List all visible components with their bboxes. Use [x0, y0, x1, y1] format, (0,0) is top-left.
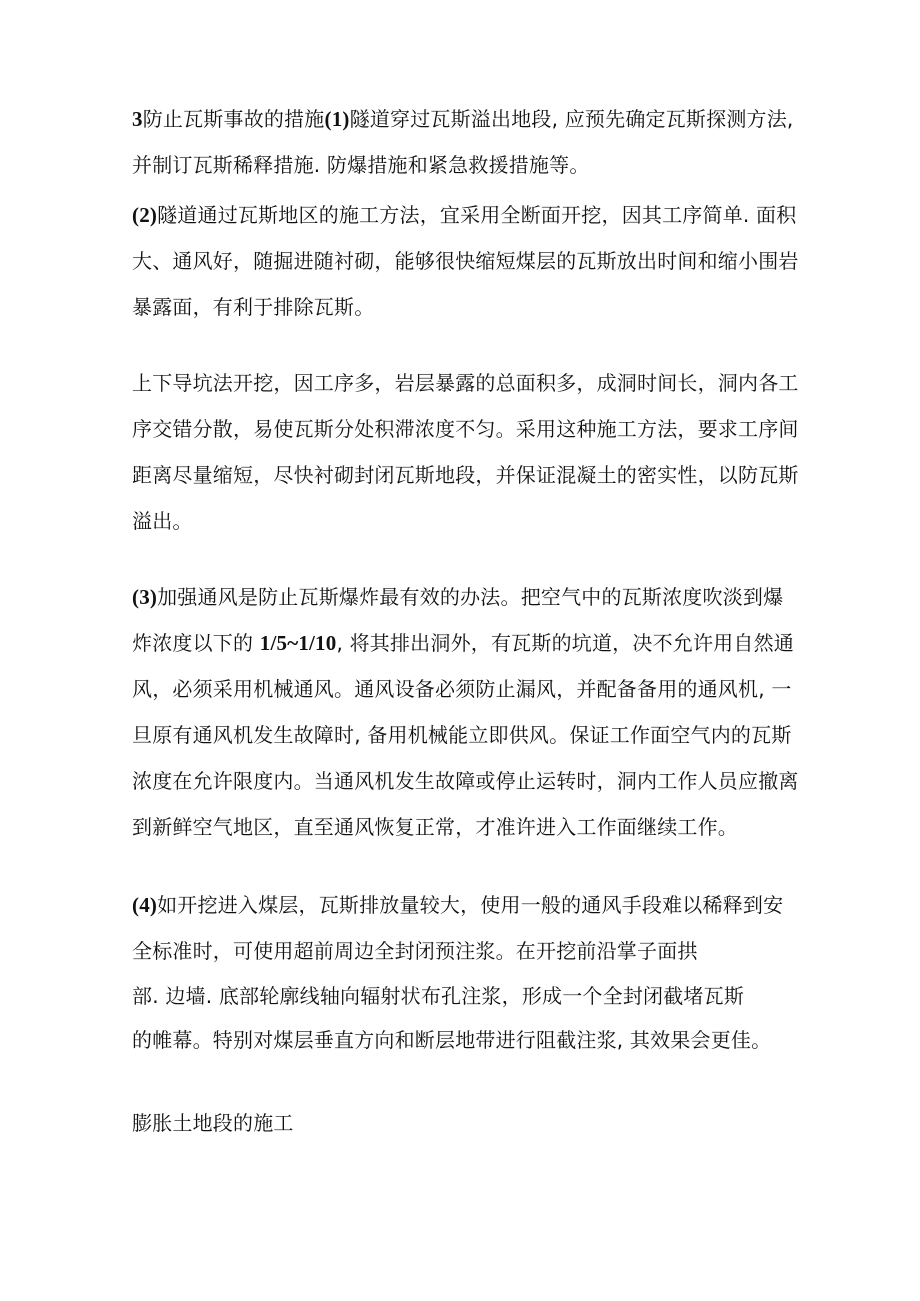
text-line — [132, 498, 799, 544]
item-number: (4) — [132, 893, 158, 917]
line-text: 部. 边墙. 底部轮廓线轴向辐射状布孔注浆，形成一个全封闭截堵瓦斯 — [132, 984, 745, 1008]
ratio-value: 1/5~1/10 — [259, 631, 337, 655]
line-text: 加强通风是防止瓦斯爆炸最有效的办法。把空气中的瓦斯浓度吹淡到爆 — [157, 585, 784, 609]
item-number: (3) — [132, 585, 158, 609]
paragraph-gas-prevention-2 — [132, 192, 799, 330]
text-line — [132, 192, 799, 238]
item-number: (2) — [132, 203, 158, 227]
text-line — [132, 406, 799, 452]
text-line — [132, 620, 799, 666]
text-line — [132, 284, 799, 330]
line-text: 序交错分散，易使瓦斯分处积滞浓度不匀。采用这种施工方法，要求工序间 — [132, 417, 799, 441]
text-line — [132, 758, 799, 804]
paragraph-heading-method — [132, 360, 799, 544]
text-line — [132, 238, 799, 284]
line-text: 距离尽量缩短，尽快衬砌封闭瓦斯地段，并保证混凝土的密实性，以防瓦斯 — [132, 463, 799, 487]
text-line — [132, 574, 799, 620]
line-text: 并制订瓦斯稀释措施. 防爆措施和紧急救援措施等。 — [132, 153, 590, 177]
text-line — [132, 1018, 783, 1062]
paragraph-gas-prevention-1 — [132, 96, 793, 188]
text-line — [132, 804, 799, 850]
line-text: 上下导坑法开挖，因工序多，岩层暴露的总面积多，成洞时间长，洞内各工 — [132, 371, 799, 395]
text-line — [132, 974, 783, 1018]
section-number: 3 — [132, 107, 143, 131]
paragraph-ventilation — [132, 574, 799, 850]
line-text: 浓度在允许限度内。当通风机发生故障或停止运转时，洞内工作人员应撤离 — [132, 769, 799, 793]
line-text: 炸浓度以下的 — [132, 631, 260, 655]
text-line — [132, 1100, 294, 1146]
line-text: 如开挖进入煤层，瓦斯排放量较大，使用一般的通风手段难以稀释到安 — [157, 893, 784, 917]
section-heading-expansive-soil — [132, 1100, 294, 1146]
line-text: , 将其排出洞外，有瓦斯的坑道，决不允许用自然通 — [336, 631, 794, 655]
line-text: 膨胀土地段的施工 — [132, 1111, 294, 1135]
text-line — [132, 666, 799, 712]
text-line — [132, 360, 799, 406]
line-text: 全标准时，可使用超前周边全封闭预注浆。在开挖前沿掌子面拱 — [132, 939, 698, 963]
text-line — [132, 142, 793, 188]
line-text: 溢出。 — [132, 509, 193, 533]
line-text: 风，必须采用机械通风。通风设备必须防止漏风，并配备备用的通风机, 一 — [132, 677, 792, 701]
line-text: 隧道通过瓦斯地区的施工方法，宜采用全断面开挖，因其工序简单. 面积 — [157, 203, 797, 227]
line-text: 旦原有通风机发生故障时, 备用机械能立即供风。保证工作面空气内的瓦斯 — [132, 723, 792, 747]
paragraph-grouting — [132, 882, 783, 1062]
line-text: 大、通风好，随掘进随衬砌，能够很快缩短煤层的瓦斯放出时间和缩小围岩 — [132, 249, 799, 273]
line-text: 隧道穿过瓦斯溢出地段, 应预先确定瓦斯探测方法, — [349, 107, 794, 131]
line-text: 暴露面，有利于排除瓦斯。 — [132, 295, 375, 319]
line-text: 到新鲜空气地区，直至通风恢复正常，才准许进入工作面继续工作。 — [132, 815, 738, 839]
text-line — [132, 882, 783, 928]
line-text: 的帷幕。特别对煤层垂直方向和断层地带进行阻截注浆, 其效果会更佳。 — [132, 1028, 772, 1052]
text-line — [132, 96, 793, 142]
text-line — [132, 928, 783, 974]
line-text: 防止瓦斯事故的措施 — [142, 107, 325, 131]
text-line — [132, 712, 799, 758]
item-number: (1) — [324, 107, 350, 131]
text-line — [132, 452, 799, 498]
